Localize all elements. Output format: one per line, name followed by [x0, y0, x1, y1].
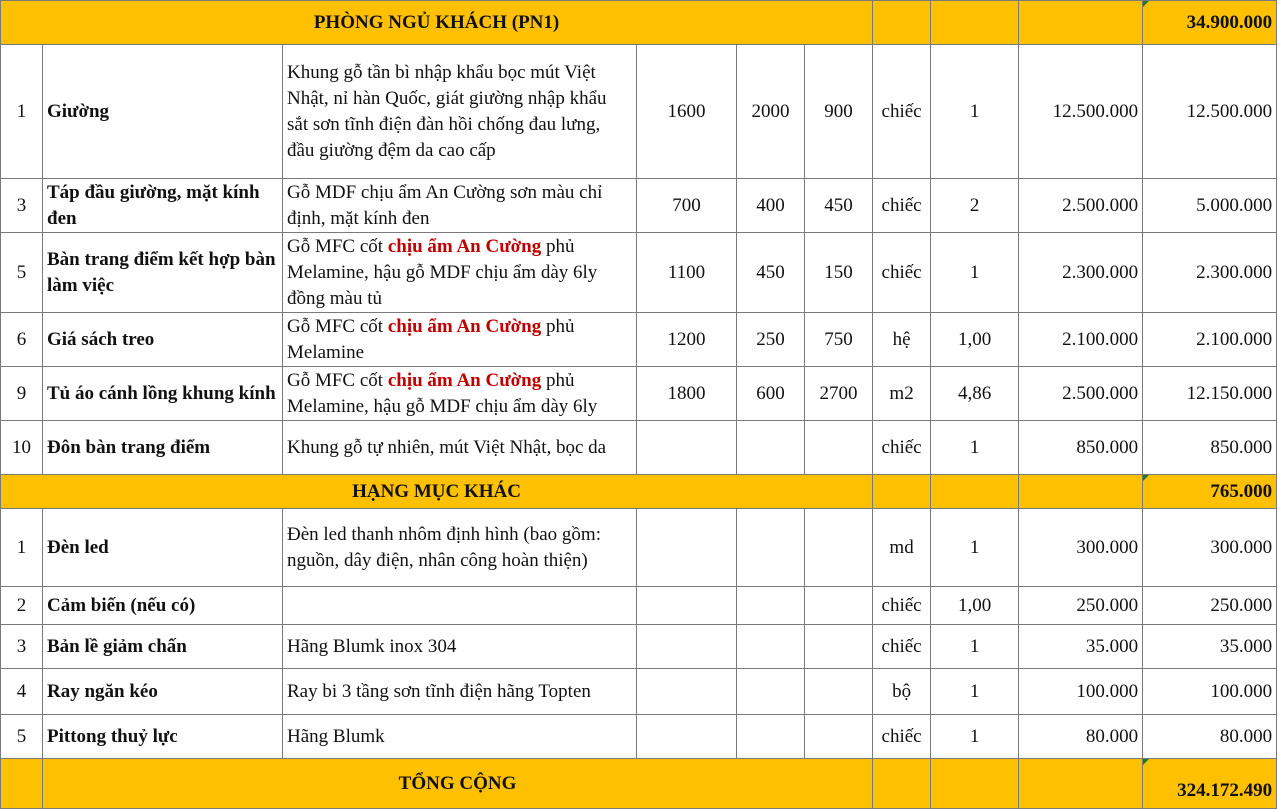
cell-depth[interactable]: [737, 715, 805, 759]
cell-depth[interactable]: 2000: [737, 45, 805, 179]
cell-description[interactable]: Hãng Blumk inox 304: [283, 625, 637, 669]
cell-unit[interactable]: chiếc: [873, 179, 931, 233]
cell-description[interactable]: [283, 367, 637, 421]
cell-description[interactable]: Hãng Blumk: [283, 715, 637, 759]
cell-depth[interactable]: 400: [737, 179, 805, 233]
table-cell[interactable]: [1019, 759, 1143, 809]
cell-description[interactable]: [283, 587, 637, 625]
cell-quantity[interactable]: 1: [931, 625, 1019, 669]
grand-total-value[interactable]: 324.172.490: [1143, 759, 1277, 809]
cell-quantity[interactable]: 1: [931, 45, 1019, 179]
cell-unit[interactable]: chiếc: [873, 625, 931, 669]
cell-width[interactable]: 1100: [637, 233, 737, 313]
table-cell[interactable]: [1019, 475, 1143, 509]
cell-amount[interactable]: 250.000: [1143, 587, 1277, 625]
cell-quantity[interactable]: 1: [931, 421, 1019, 475]
cell-quantity[interactable]: 1: [931, 509, 1019, 587]
cell-description[interactable]: Đèn led thanh nhôm định hình (bao gồm: nguồn, dây điện, nhân công hoàn thiện): [283, 509, 637, 587]
cell-unit-price[interactable]: 80.000: [1019, 715, 1143, 759]
cell-stt[interactable]: 5: [1, 715, 43, 759]
cell-amount[interactable]: 100.000: [1143, 669, 1277, 715]
cell-quantity[interactable]: 1,00: [931, 313, 1019, 367]
cell-quantity[interactable]: 1: [931, 233, 1019, 313]
cell-amount[interactable]: 35.000: [1143, 625, 1277, 669]
cell-stt[interactable]: 4: [1, 669, 43, 715]
table-cell[interactable]: [873, 475, 931, 509]
cell-item-name[interactable]: Pittong thuỷ lực: [43, 715, 283, 759]
section-total[interactable]: 34.900.000: [1143, 1, 1277, 45]
cell-unit[interactable]: chiếc: [873, 715, 931, 759]
cell-width[interactable]: [637, 587, 737, 625]
section-title[interactable]: HẠNG MỤC KHÁC: [1, 475, 873, 509]
table-row: [1, 367, 1277, 421]
cell-description[interactable]: [283, 313, 637, 367]
cell-height[interactable]: [805, 587, 873, 625]
table-cell[interactable]: [931, 475, 1019, 509]
table-row: [1, 715, 1277, 759]
cell-height[interactable]: [805, 509, 873, 587]
cell-item-name[interactable]: Bản lề giảm chấn: [43, 625, 283, 669]
table-cell[interactable]: [1019, 1, 1143, 45]
cell-description[interactable]: Khung gỗ tần bì nhập khẩu bọc mút Việt Nhật, nỉ hàn Quốc, giát giường nhập khẩu sắt sơn tĩnh điện đàn hồi chống đau lưng, đầu giường đệm da cao cấp: [283, 45, 637, 179]
cell-amount[interactable]: 80.000: [1143, 715, 1277, 759]
cell-unit-price[interactable]: 2.100.000: [1019, 313, 1143, 367]
description-highlight: chịu ẩm An Cường: [387, 235, 542, 257]
cell-width[interactable]: 1200: [637, 313, 737, 367]
cell-unit-price[interactable]: 35.000: [1019, 625, 1143, 669]
cell-depth[interactable]: [737, 509, 805, 587]
cell-width[interactable]: 1600: [637, 45, 737, 179]
table-row: [1, 233, 1277, 313]
cell-quantity[interactable]: 1: [931, 669, 1019, 715]
description-text: phủ Melamine: [287, 315, 575, 363]
table-row: [1, 45, 1277, 179]
cell-item-name[interactable]: Cảm biến (nếu có): [43, 587, 283, 625]
cell-unit[interactable]: bộ: [873, 669, 931, 715]
description-text: Gỗ MFC cốt: [287, 369, 388, 391]
section-header-row: [1, 475, 1277, 509]
description-text: phủ Melamine, hậu gỗ MDF chịu ẩm dày 6ly: [287, 369, 598, 417]
cell-depth[interactable]: 450: [737, 233, 805, 313]
table-row: [1, 669, 1277, 715]
table-row: [1, 313, 1277, 367]
grand-total-label[interactable]: TỔNG CỘNG: [43, 759, 873, 809]
cell-unit[interactable]: chiếc: [873, 421, 931, 475]
cell-amount[interactable]: 850.000: [1143, 421, 1277, 475]
cell-unit[interactable]: chiếc: [873, 587, 931, 625]
cell-depth[interactable]: [737, 669, 805, 715]
table-row: [1, 587, 1277, 625]
cell-amount[interactable]: 2.300.000: [1143, 233, 1277, 313]
grand-total-row: [1, 759, 1277, 809]
cell-unit[interactable]: m2: [873, 367, 931, 421]
cell-height[interactable]: [805, 625, 873, 669]
cell-depth[interactable]: [737, 421, 805, 475]
cell-description[interactable]: [283, 233, 637, 313]
section-total[interactable]: 765.000: [1143, 475, 1277, 509]
cell-stt[interactable]: 5: [1, 233, 43, 313]
description-text: Gỗ MFC cốt: [287, 315, 388, 337]
cell-item-name[interactable]: Đèn led: [43, 509, 283, 587]
cell-item-name[interactable]: Giá sách treo: [43, 313, 283, 367]
table-cell[interactable]: [1, 759, 43, 809]
cell-unit-price[interactable]: 250.000: [1019, 587, 1143, 625]
cell-unit-price[interactable]: 2.500.000: [1019, 367, 1143, 421]
cell-width[interactable]: [637, 715, 737, 759]
cell-item-name[interactable]: Đôn bàn trang điểm: [43, 421, 283, 475]
description-text: Gỗ MFC cốt: [287, 235, 388, 257]
cell-quantity[interactable]: 2: [931, 179, 1019, 233]
table-row: [1, 625, 1277, 669]
description-highlight: chịu ẩm An Cường: [387, 315, 542, 337]
cell-amount[interactable]: 2.100.000: [1143, 313, 1277, 367]
cell-item-name[interactable]: Giường: [43, 45, 283, 179]
description-highlight: chịu ẩm An Cường: [387, 369, 542, 391]
cell-width[interactable]: [637, 625, 737, 669]
cell-depth[interactable]: 600: [737, 367, 805, 421]
cell-height[interactable]: 750: [805, 313, 873, 367]
cell-stt[interactable]: 10: [1, 421, 43, 475]
cell-width[interactable]: [637, 421, 737, 475]
cell-unit[interactable]: md: [873, 509, 931, 587]
cell-item-name[interactable]: Ray ngăn kéo: [43, 669, 283, 715]
table-cell[interactable]: [873, 759, 931, 809]
cell-amount[interactable]: 300.000: [1143, 509, 1277, 587]
cell-quantity[interactable]: 4,86: [931, 367, 1019, 421]
cell-height[interactable]: [805, 421, 873, 475]
cell-width[interactable]: [637, 669, 737, 715]
cell-width[interactable]: 1800: [637, 367, 737, 421]
cell-amount[interactable]: 12.500.000: [1143, 45, 1277, 179]
cell-unit[interactable]: hệ: [873, 313, 931, 367]
cell-unit-price[interactable]: 100.000: [1019, 669, 1143, 715]
cell-height[interactable]: 900: [805, 45, 873, 179]
table-row: [1, 421, 1277, 475]
cell-item-name[interactable]: Táp đầu giường, mặt kính đen: [43, 179, 283, 233]
cell-height[interactable]: 150: [805, 233, 873, 313]
cell-height[interactable]: 450: [805, 179, 873, 233]
cell-unit-price[interactable]: 850.000: [1019, 421, 1143, 475]
cell-depth[interactable]: 250: [737, 313, 805, 367]
cell-depth[interactable]: [737, 587, 805, 625]
table-cell[interactable]: [931, 759, 1019, 809]
table-cell[interactable]: [873, 1, 931, 45]
cell-quantity[interactable]: 1: [931, 715, 1019, 759]
cell-unit-price[interactable]: 2.300.000: [1019, 233, 1143, 313]
table-cell[interactable]: [931, 1, 1019, 45]
cell-stt[interactable]: 2: [1, 587, 43, 625]
cell-height[interactable]: [805, 669, 873, 715]
description-text: phủ Melamine, hậu gỗ MDF chịu ẩm dày 6ly đồng màu tủ: [287, 235, 598, 309]
cell-description[interactable]: Ray bi 3 tầng sơn tĩnh điện hãng Topten: [283, 669, 637, 715]
cell-stt[interactable]: 9: [1, 367, 43, 421]
cell-stt[interactable]: 3: [1, 179, 43, 233]
table-row: [1, 179, 1277, 233]
cell-height[interactable]: 2700: [805, 367, 873, 421]
cell-quantity[interactable]: 1,00: [931, 587, 1019, 625]
cell-unit[interactable]: chiếc: [873, 45, 931, 179]
table-row: [1, 509, 1277, 587]
cell-height[interactable]: [805, 715, 873, 759]
cell-width[interactable]: [637, 509, 737, 587]
cell-description[interactable]: Gỗ MDF chịu ẩm An Cường sơn màu chỉ định, mặt kính đen: [283, 179, 637, 233]
section-header-row: [1, 1, 1277, 45]
cell-stt[interactable]: 1: [1, 45, 43, 179]
cell-unit-price[interactable]: 2.500.000: [1019, 179, 1143, 233]
cell-item-name[interactable]: Tủ áo cánh lồng khung kính: [43, 367, 283, 421]
cell-width[interactable]: 700: [637, 179, 737, 233]
cell-depth[interactable]: [737, 625, 805, 669]
cell-item-name[interactable]: Bàn trang điểm kết hợp bàn làm việc: [43, 233, 283, 313]
cell-unit-price[interactable]: 12.500.000: [1019, 45, 1143, 179]
cell-amount[interactable]: 12.150.000: [1143, 367, 1277, 421]
cell-amount[interactable]: 5.000.000: [1143, 179, 1277, 233]
cell-stt[interactable]: 3: [1, 625, 43, 669]
section-title[interactable]: PHÒNG NGỦ KHÁCH (PN1): [1, 1, 873, 45]
cell-unit[interactable]: chiếc: [873, 233, 931, 313]
cell-description[interactable]: Khung gỗ tự nhiên, mút Việt Nhật, bọc da: [283, 421, 637, 475]
cell-stt[interactable]: 6: [1, 313, 43, 367]
cell-stt[interactable]: 1: [1, 509, 43, 587]
cell-unit-price[interactable]: 300.000: [1019, 509, 1143, 587]
